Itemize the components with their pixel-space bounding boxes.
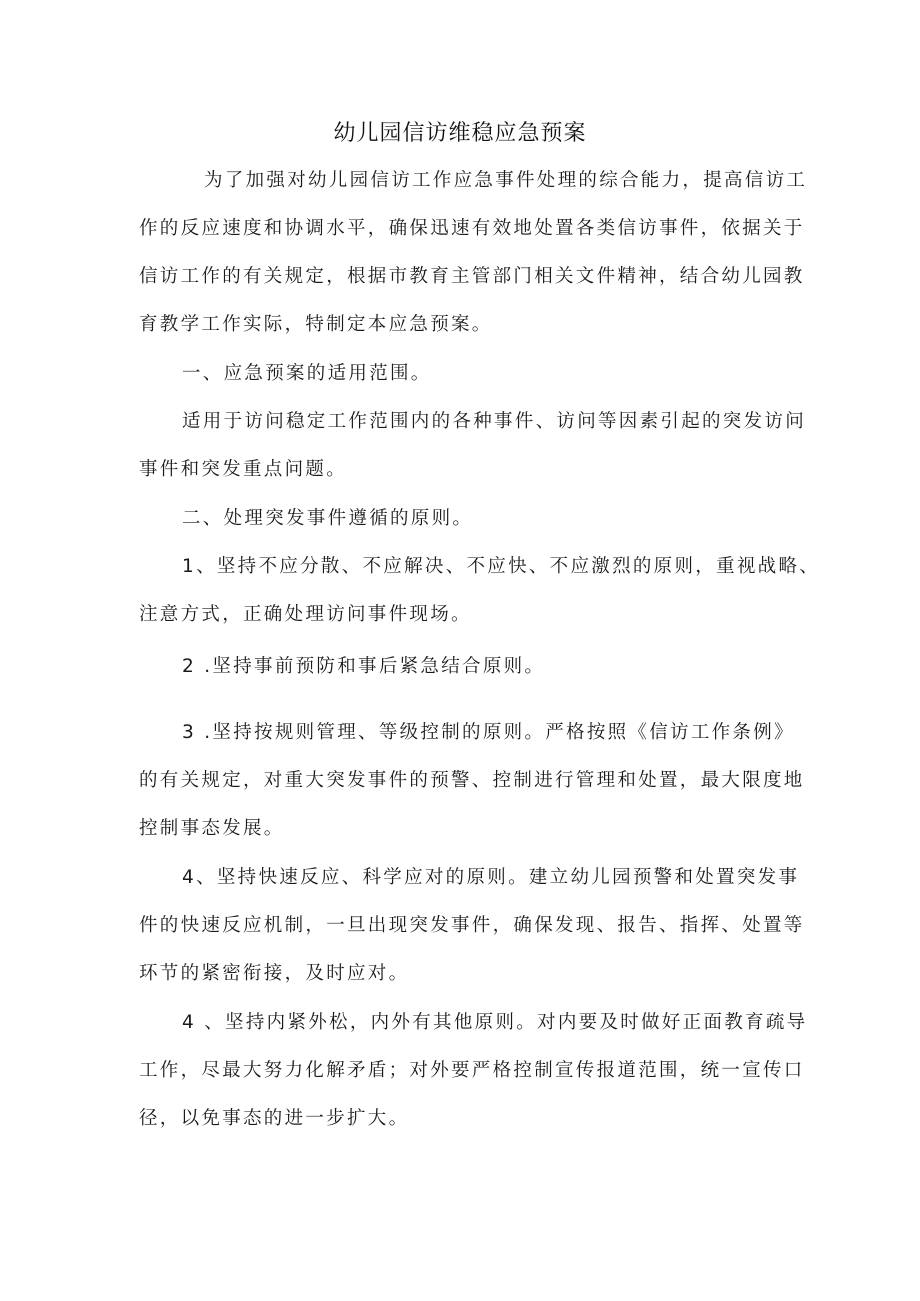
document-title: 幼儿园信访维稳应急预案 [333,121,587,146]
paragraph-line: 注意方式，正确处理访问事件现场。 [139,604,472,625]
paragraph-line: 育教学工作实际，特制定本应急预案。 [139,314,493,335]
paragraph-line: 信访工作的有关规定，根据市教育主管部门相关文件精神，结合幼儿园教 [139,266,805,287]
paragraph-line: 控制事态发展。 [139,818,285,839]
paragraph-line: 4 、坚持内紧外松，内外有其他原则。对内要及时做好正面教育疏导 [182,1012,808,1033]
paragraph-line: 3 .坚持按规则管理、等级控制的原则。严格按照《信访工作条例》 [182,722,795,743]
paragraph-line: 1、坚持不应分散、不应解决、不应快、不应激烈的原则，重视战略、 [182,556,821,577]
paragraph-line: 适用于访问稳定工作范围内的各种事件、访问等因素引起的突发访问 [182,411,807,432]
paragraph-line: 事件和突发重点问题。 [139,459,348,480]
paragraph-line: 件的快速反应机制，一旦出现突发事件，确保发现、报告、指挥、处置等 [139,915,805,936]
paragraph-line: 径，以免事态的进一步扩大。 [139,1108,410,1129]
paragraph-line: 环节的紧密衔接，及时应对。 [139,963,410,984]
paragraph-line: 2 .坚持事前预防和事后紧急结合原则。 [182,656,546,677]
paragraph-line: 作的反应速度和协调水平，确保迅速有效地处置各类信访事件，依据关于 [139,218,805,239]
section-heading: 一、应急预案的适用范围。 [182,363,432,384]
paragraph-line: 工作，尽最大努力化解矛盾；对外要严格控制宣传报道范围，统一宣传口 [139,1060,805,1081]
paragraph-line: 为了加强对幼儿园信访工作应急事件处理的综合能力，提高信访工 [204,170,808,191]
paragraph-line: 4、坚持快速反应、科学应对的原则。建立幼儿园预警和处置突发事 [182,867,800,888]
section-heading: 二、处理突发事件遵循的原则。 [182,508,474,529]
paragraph-line: 的有关规定，对重大突发事件的预警、控制进行管理和处置，最大限度地 [139,770,805,791]
